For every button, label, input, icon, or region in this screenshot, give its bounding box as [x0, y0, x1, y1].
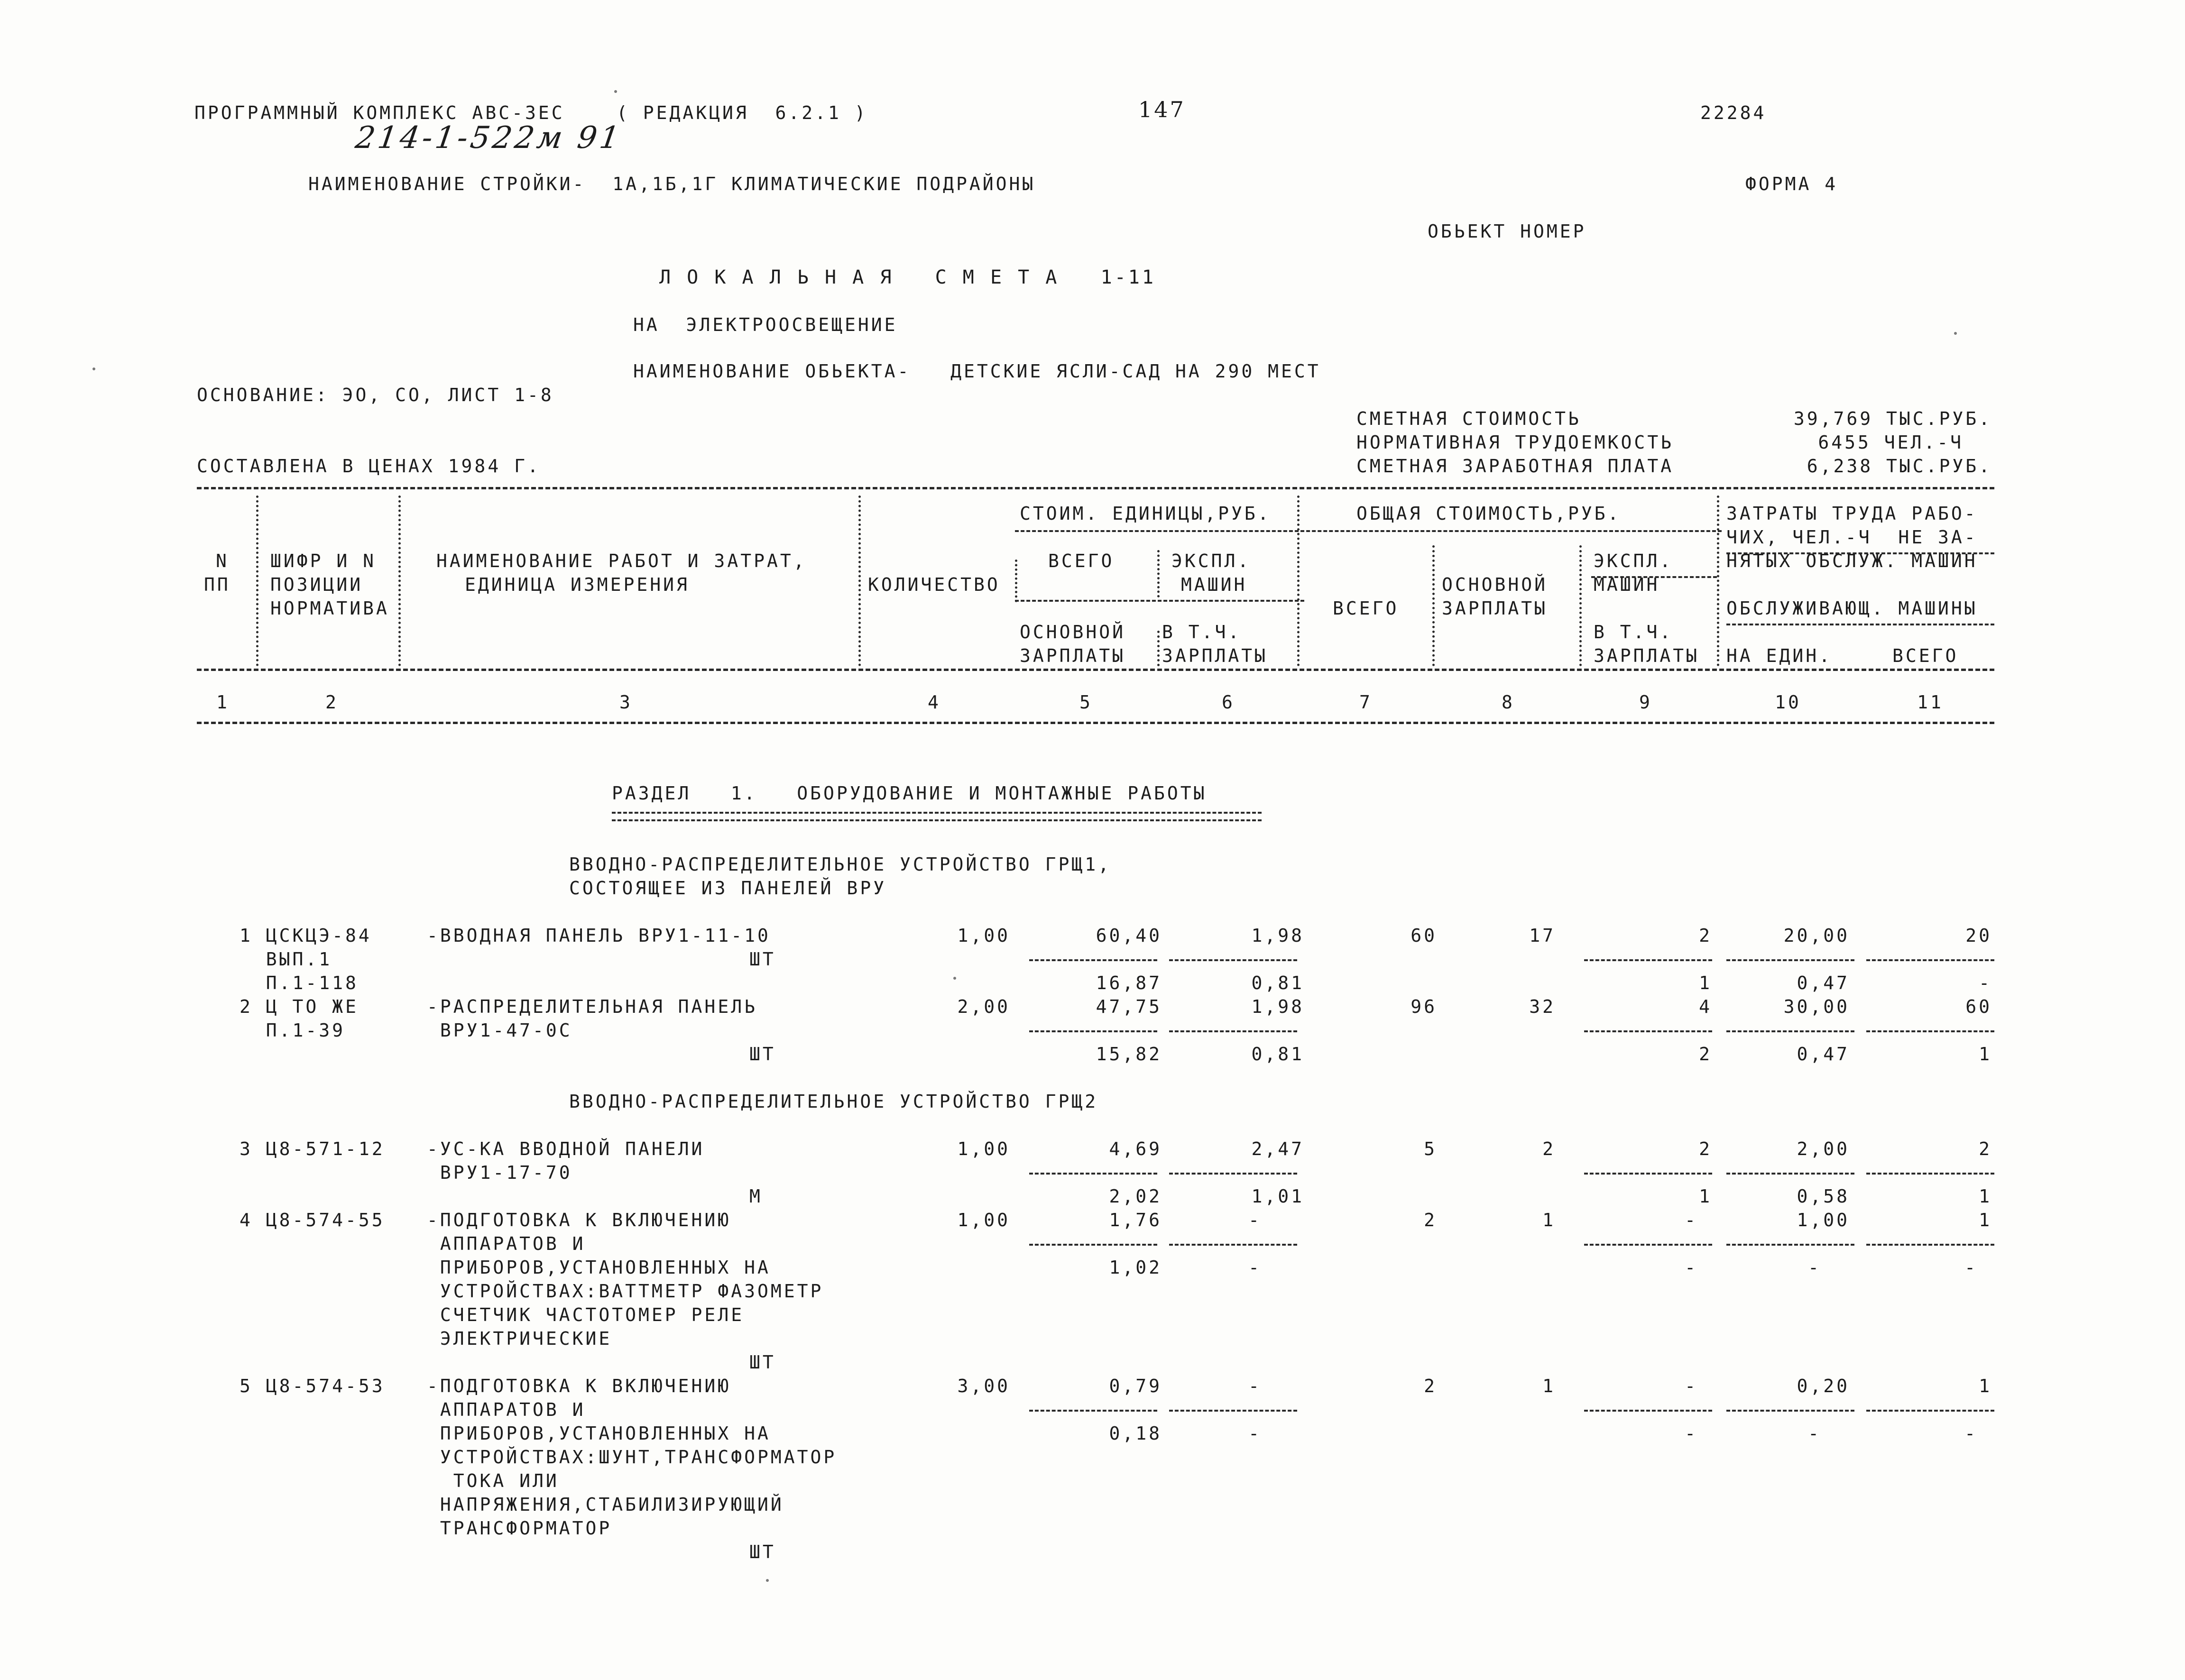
labor-total: 60 — [1965, 996, 1992, 1017]
row-unit: ШТ — [749, 1542, 776, 1562]
unit-cost-incl-wage: - — [1248, 1423, 1262, 1444]
unit-cost-total: 60,40 — [1096, 925, 1162, 946]
row-unit: ШТ — [749, 949, 776, 970]
total-wage: 32 — [1529, 996, 1556, 1017]
unit-incl-wage-header: В Т.Ч. — [1162, 622, 1242, 643]
row-divider — [1029, 1173, 1157, 1175]
unit-cost-header: СТОИМ. ЕДИНИЦЫ,РУБ. — [1020, 503, 1271, 524]
column-number: 5 — [1079, 692, 1093, 713]
col2-header: ШИФР И N — [270, 551, 377, 571]
row-unit: ШТ — [749, 1044, 776, 1065]
unit-cost-total: 0,79 — [1109, 1376, 1162, 1396]
total-incl-wage: 1 — [1699, 1186, 1712, 1207]
unit-cost-wage: 15,82 — [1096, 1044, 1162, 1065]
labor-service-per-unit: 0,47 — [1797, 973, 1850, 993]
labor-total: 1 — [1979, 1210, 1992, 1230]
group-title: ВВОДНО-РАСПРЕДЕЛИТЕЛЬНОЕ УСТРОЙСТВО ГРЩ2 — [569, 1091, 1098, 1112]
row-divider — [1029, 1410, 1157, 1412]
row-name: ПРИБОРОВ,УСТАНОВЛЕННЫХ НА — [427, 1423, 771, 1444]
column-number: 11 — [1917, 692, 1944, 713]
unit-cost-machines: 1,98 — [1251, 996, 1304, 1017]
row-quantity: 2,00 — [957, 996, 1010, 1017]
labor-header: ЗАТРАТЫ ТРУДА РАБО- — [1726, 503, 1978, 524]
column-separator — [256, 496, 258, 666]
col2-header: НОРМАТИВА — [270, 598, 389, 619]
labor-per-unit: 30,00 — [1783, 996, 1850, 1017]
row-unit: М — [749, 1186, 763, 1207]
section-title: РАЗДЕЛ 1. ОБОРУДОВАНИЕ И МОНТАЖНЫЕ РАБОТЫ — [612, 783, 1207, 804]
total-cost-header: ОБЩАЯ СТОИМОСТЬ,РУБ. — [1356, 503, 1621, 524]
unit-cost-total: 47,75 — [1096, 996, 1162, 1017]
row-name: -ПОДГОТОВКА К ВКЛЮЧЕНИЮ — [427, 1210, 731, 1230]
total-cost: 2 — [1424, 1210, 1437, 1230]
unit-wage-header: ЗАРПЛАТЫ — [1020, 645, 1126, 666]
document-title: Л О К А Л Ь Н А Я С М Е Т А 1-11 — [659, 266, 1156, 288]
row-name: НАПРЯЖЕНИЯ,СТАБИЛИЗИРУЮЩИЙ — [427, 1494, 784, 1515]
row-name: ПРИБОРОВ,УСТАНОВЛЕННЫХ НА — [427, 1257, 771, 1278]
column-separator — [1015, 560, 1017, 602]
summary-label: НОРМАТИВНАЯ ТРУДОЕМКОСТЬ — [1356, 432, 1674, 453]
column-separator — [1432, 545, 1435, 666]
unit-cost-machines: - — [1248, 1376, 1262, 1396]
scan-speck — [953, 977, 956, 980]
row-quantity: 1,00 — [957, 1138, 1010, 1159]
row-name: АППАРАТОВ И — [427, 1233, 586, 1254]
unit-cost-total: 1,76 — [1109, 1210, 1162, 1230]
row-divider — [1029, 959, 1157, 961]
labor-total-header: ВСЕГО — [1892, 645, 1959, 666]
row-divider — [1866, 1244, 1994, 1246]
row-name: УСТРОЙСТВАХ:ШУНТ,ТРАНСФОРМАТОР — [427, 1447, 837, 1468]
total-machines: 4 — [1699, 996, 1712, 1017]
total-wage-header: ОСНОВНОЙ — [1442, 574, 1548, 595]
col1-header: N — [216, 551, 229, 571]
row-divider — [1866, 1410, 1994, 1412]
divider — [197, 487, 1994, 489]
total-all-header: ВСЕГО — [1333, 598, 1399, 619]
total-machines-header: ЭКСПЛ. — [1594, 551, 1673, 571]
row-divider — [1169, 1030, 1297, 1032]
row-name: -РАСПРЕДЕЛИТЕЛЬНАЯ ПАНЕЛЬ — [427, 996, 757, 1017]
row-divider — [1584, 1244, 1712, 1246]
column-separator — [1717, 496, 1719, 666]
group-title: СОСТОЯЩЕЕ ИЗ ПАНЕЛЕЙ ВРУ — [569, 878, 887, 899]
total-cost: 2 — [1424, 1376, 1437, 1396]
row-divider — [1584, 1030, 1712, 1032]
divider — [1015, 600, 1304, 602]
total-machines-header: МАШИН — [1594, 574, 1660, 595]
total-cost: 96 — [1411, 996, 1437, 1017]
row-code: 2 Ц ТО ЖЕ — [240, 996, 359, 1017]
column-separator — [1297, 496, 1300, 666]
labor-service-total: - — [1964, 1423, 1978, 1444]
labor-per-unit: 20,00 — [1783, 925, 1850, 946]
labor-header: ЧИХ, ЧЕЛ.-Ч НЕ ЗА- — [1726, 527, 1978, 548]
total-machines: 2 — [1699, 925, 1712, 946]
unit-cost-wage: 16,87 — [1096, 973, 1162, 993]
row-divider — [1169, 1173, 1297, 1175]
unit-incl-wage-header: ЗАРПЛАТЫ — [1162, 645, 1268, 666]
row-name: ТОКА ИЛИ — [427, 1470, 559, 1491]
row-name: ВРУ1-47-0С — [427, 1020, 572, 1041]
labor-total: 20 — [1965, 925, 1992, 946]
row-code: П.1-39 — [240, 1020, 346, 1041]
row-divider — [1169, 1410, 1297, 1412]
row-code: 4 Ц8-574-55 — [240, 1210, 385, 1230]
col2-header: ПОЗИЦИИ — [270, 574, 363, 595]
row-code: 5 Ц8-574-53 — [240, 1376, 385, 1396]
row-unit: ШТ — [749, 1352, 776, 1373]
unit-cost-wage: 1,02 — [1109, 1257, 1162, 1278]
total-incl-wage: 2 — [1699, 1044, 1712, 1065]
document-number: 22284 — [1700, 102, 1767, 123]
row-code: ВЫП.1 — [240, 949, 332, 970]
edition: ( РЕДАКЦИЯ 6.2.1 ) — [617, 102, 868, 123]
row-divider — [1866, 1173, 1994, 1175]
row-name: ТРАНСФОРМАТОР — [427, 1518, 612, 1539]
unit-cost-machines: 1,98 — [1251, 925, 1304, 946]
summary-value: 6455 ЧЕЛ.-Ч — [1818, 432, 1964, 453]
row-name: -ВВОДНАЯ ПАНЕЛЬ ВРУ1-11-10 — [427, 925, 771, 946]
total-cost: 60 — [1411, 925, 1437, 946]
unit-cost-incl-wage: 1,01 — [1251, 1186, 1304, 1207]
row-name: ВРУ1-17-70 — [427, 1162, 572, 1183]
total-machines: - — [1685, 1210, 1698, 1230]
row-code: 3 Ц8-571-12 — [240, 1138, 385, 1159]
row-divider — [1169, 1244, 1297, 1246]
labor-service-total: - — [1979, 973, 1992, 993]
column-number: 4 — [928, 692, 941, 713]
row-divider — [1584, 959, 1712, 961]
labor-service-total: - — [1964, 1257, 1978, 1278]
unit-cost-incl-wage: - — [1248, 1257, 1262, 1278]
row-divider — [1029, 1244, 1157, 1246]
row-name: СЧЕТЧИК ЧАСТОТОМЕР РЕЛЕ — [427, 1304, 745, 1325]
total-wage: 2 — [1542, 1138, 1556, 1159]
labor-per-unit: 2,00 — [1797, 1138, 1850, 1159]
page-number: 147 — [1138, 97, 1186, 122]
column-number: 7 — [1359, 692, 1373, 713]
column-separator — [1157, 550, 1160, 597]
labor-per-unit: 1,00 — [1797, 1210, 1850, 1230]
section-underline — [612, 812, 1262, 821]
col3-header: НАИМЕНОВАНИЕ РАБОТ И ЗАТРАТ, — [436, 551, 807, 571]
column-separator — [398, 496, 401, 666]
row-divider — [1866, 959, 1994, 961]
row-divider — [1726, 1244, 1854, 1246]
column-number: 10 — [1775, 692, 1801, 713]
column-number: 2 — [325, 692, 339, 713]
total-machines: - — [1685, 1376, 1698, 1396]
total-wage: 1 — [1542, 1376, 1556, 1396]
summary-value: 6,238 ТЫС.РУБ. — [1807, 456, 1992, 477]
estimate-subject: НА ЭЛЕКТРООСВЕЩЕНИЕ — [633, 314, 898, 335]
col1-header: ПП — [204, 574, 230, 595]
column-number: 3 — [619, 692, 633, 713]
unit-machines-header: МАШИН — [1181, 574, 1247, 595]
labor-service-total: 1 — [1979, 1186, 1992, 1207]
form-number: ФОРМА 4 — [1745, 174, 1838, 194]
row-divider — [1584, 1410, 1712, 1412]
price-level: СОСТАВЛЕНА В ЦЕНАХ 1984 Г. — [197, 456, 541, 477]
unit-cost-machines: - — [1248, 1210, 1262, 1230]
divider — [1015, 530, 1304, 532]
unit-wage-header: ОСНОВНОЙ — [1020, 622, 1126, 643]
object-number: ОБЬЕКТ НОМЕР — [1428, 221, 1586, 242]
labor-service-header: ОБСЛУЖИВАЮЩ. МАШИНЫ — [1726, 598, 1978, 619]
row-name: -УС-КА ВВОДНОЙ ПАНЕЛИ — [427, 1138, 705, 1159]
row-divider — [1169, 959, 1297, 961]
row-quantity: 3,00 — [957, 1376, 1010, 1396]
row-name: ЭЛЕКТРИЧЕСКИЕ — [427, 1328, 612, 1349]
row-quantity: 1,00 — [957, 925, 1010, 946]
total-incl-wage: - — [1685, 1423, 1698, 1444]
column-separator — [1157, 631, 1160, 666]
object-name: НАИМЕНОВАНИЕ ОБЬЕКТА- ДЕТСКИЕ ЯСЛИ-САД НА 290 МЕСТ — [633, 361, 1321, 382]
row-code: 1 ЦСКЦЭ-84 — [240, 925, 372, 946]
column-number: 6 — [1222, 692, 1235, 713]
labor-service-total: 1 — [1979, 1044, 1992, 1065]
unit-cost-machines: 2,47 — [1251, 1138, 1304, 1159]
unit-cost-wage: 2,02 — [1109, 1186, 1162, 1207]
row-code: П.1-118 — [240, 973, 359, 993]
labor-per-unit-header: НА ЕДИН. — [1726, 645, 1833, 666]
labor-per-unit: 0,20 — [1797, 1376, 1850, 1396]
column-number: 8 — [1502, 692, 1515, 713]
divider — [197, 669, 1994, 671]
total-cost: 5 — [1424, 1138, 1437, 1159]
unit-machines-header: ЭКСПЛ. — [1171, 551, 1251, 571]
divider — [1295, 530, 1722, 532]
labor-total: 2 — [1979, 1138, 1992, 1159]
group-title: ВВОДНО-РАСПРЕДЕЛИТЕЛЬНОЕ УСТРОЙСТВО ГРЩ1, — [569, 854, 1111, 875]
col3-header: ЕДИНИЦА ИЗМЕРЕНИЯ — [465, 574, 690, 595]
basis: ОСНОВАНИЕ: ЭО, СО, ЛИСТ 1-8 — [197, 385, 554, 405]
row-divider — [1726, 1030, 1854, 1032]
total-wage-header: ЗАРПЛАТЫ — [1442, 598, 1548, 619]
col4-header: КОЛИЧЕСТВО — [868, 574, 1000, 595]
divider — [1726, 624, 1994, 625]
row-name: -ПОДГОТОВКА К ВКЛЮЧЕНИЮ — [427, 1376, 731, 1396]
labor-service-per-unit: - — [1808, 1423, 1821, 1444]
handwritten-code: 214-1-522м 91 — [353, 120, 625, 156]
total-incl-wage-header: В Т.Ч. — [1594, 622, 1673, 643]
unit-cost-total: 4,69 — [1109, 1138, 1162, 1159]
row-divider — [1029, 1030, 1157, 1032]
program-name: ПРОГРАММНЫЙ КОМПЛЕКС АВС-3ЕС — [194, 102, 565, 123]
row-divider — [1726, 1173, 1854, 1175]
unit-total-header: ВСЕГО — [1048, 551, 1115, 571]
labor-service-per-unit: 0,58 — [1797, 1186, 1850, 1207]
scan-speck — [92, 367, 95, 370]
column-number: 9 — [1639, 692, 1652, 713]
labor-service-per-unit: 0,47 — [1797, 1044, 1850, 1065]
column-number: 1 — [216, 692, 230, 713]
row-divider — [1726, 1410, 1854, 1412]
construction-name: НАИМЕНОВАНИЕ СТРОЙКИ- 1А,1Б,1Г КЛИМАТИЧЕСКИЕ ПОДРАЙОНЫ — [308, 174, 1036, 194]
summary-value: 39,769 ТЫС.РУБ. — [1793, 408, 1992, 429]
total-incl-wage-header: ЗАРПЛАТЫ — [1594, 645, 1700, 666]
labor-header: НЯТЫХ ОБСЛУЖ. МАШИН — [1726, 551, 1978, 571]
row-divider — [1726, 959, 1854, 961]
row-name: УСТРОЙСТВАХ:ВАТТМЕТР ФАЗОМЕТР — [427, 1281, 824, 1302]
column-separator — [1579, 545, 1582, 666]
unit-cost-wage: 0,18 — [1109, 1423, 1162, 1444]
column-separator — [858, 496, 861, 666]
labor-total: 1 — [1979, 1376, 1992, 1396]
summary-label: СМЕТНАЯ СТОИМОСТЬ — [1356, 408, 1581, 429]
unit-cost-incl-wage: 0,81 — [1251, 973, 1304, 993]
total-wage: 1 — [1542, 1210, 1556, 1230]
scan-speck — [1954, 332, 1957, 335]
row-divider — [1866, 1030, 1994, 1032]
row-quantity: 1,00 — [957, 1210, 1010, 1230]
labor-service-per-unit: - — [1808, 1257, 1821, 1278]
unit-cost-incl-wage: 0,81 — [1251, 1044, 1304, 1065]
row-name: АППАРАТОВ И — [427, 1399, 586, 1420]
scan-speck — [614, 90, 617, 93]
total-incl-wage: - — [1685, 1257, 1698, 1278]
scan-speck — [766, 1579, 769, 1582]
total-incl-wage: 1 — [1699, 973, 1712, 993]
divider — [197, 722, 1994, 724]
summary-label: СМЕТНАЯ ЗАРАБОТНАЯ ПЛАТА — [1356, 456, 1674, 477]
total-wage: 17 — [1529, 925, 1556, 946]
row-divider — [1584, 1173, 1712, 1175]
total-machines: 2 — [1699, 1138, 1712, 1159]
